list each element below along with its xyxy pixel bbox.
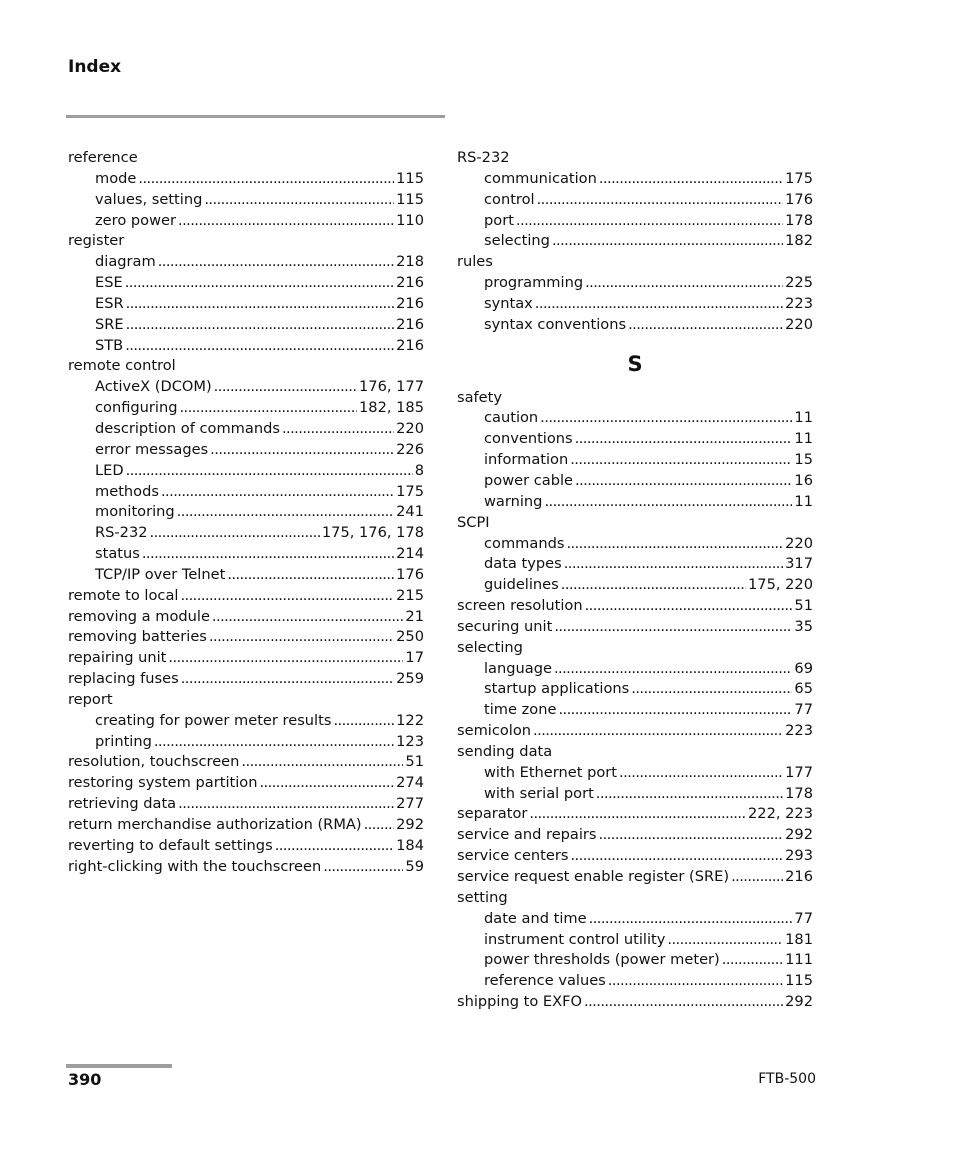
index-term: values, setting bbox=[95, 190, 203, 208]
dot-leader bbox=[575, 429, 793, 450]
dot-leader bbox=[584, 992, 783, 1013]
index-term: language bbox=[484, 659, 552, 677]
index-heading-term: register bbox=[68, 232, 125, 250]
dot-leader bbox=[333, 711, 394, 732]
index-term: repairing unit bbox=[68, 649, 167, 667]
index-term: monitoring bbox=[95, 503, 175, 521]
index-page-numbers: 216 bbox=[396, 294, 424, 312]
index-page-numbers: 175, 176, 178 bbox=[321, 524, 424, 542]
dot-leader bbox=[731, 867, 783, 888]
index-subentry bbox=[457, 211, 813, 232]
index-term: creating for power meter results bbox=[95, 711, 332, 729]
index-subentry bbox=[457, 408, 813, 429]
index-page-numbers: 177 bbox=[785, 763, 813, 781]
index-entry bbox=[457, 825, 813, 846]
index-term: right-clicking with the touchscreen bbox=[68, 857, 322, 875]
index-entry bbox=[457, 867, 813, 888]
index-page-numbers: 77 bbox=[794, 701, 813, 719]
dot-leader bbox=[158, 252, 394, 273]
index-page-numbers: 110 bbox=[396, 211, 424, 229]
dot-leader bbox=[533, 721, 783, 742]
dot-leader bbox=[177, 502, 394, 523]
index-page-numbers: 21 bbox=[405, 607, 424, 625]
index-term: caution bbox=[484, 409, 539, 427]
index-term: resolution, touchscreen bbox=[68, 753, 240, 771]
index-entry bbox=[68, 648, 424, 669]
index-heading-term: safety bbox=[457, 388, 503, 406]
index-term: description of commands bbox=[95, 419, 280, 437]
dot-leader bbox=[275, 836, 394, 857]
index-term: power thresholds (power meter) bbox=[484, 951, 720, 969]
index-page-numbers: 317 bbox=[785, 555, 813, 573]
index-term: return merchandise authorization (RMA) bbox=[68, 816, 362, 833]
index-page-numbers: 123 bbox=[396, 732, 424, 750]
index-page-numbers: 16 bbox=[794, 471, 813, 489]
index-term: LED bbox=[95, 461, 124, 479]
index-entry bbox=[68, 815, 424, 836]
index-term: service centers bbox=[457, 847, 569, 865]
page-number: 390 bbox=[68, 1070, 102, 1089]
index-page-numbers: 115 bbox=[396, 169, 424, 187]
dot-leader bbox=[126, 315, 395, 336]
index-page-numbers: 220 bbox=[785, 315, 813, 333]
dot-leader bbox=[180, 586, 394, 607]
dot-leader bbox=[558, 700, 792, 721]
index-page-numbers: 292 bbox=[785, 826, 813, 844]
index-term: RS-232 bbox=[95, 524, 148, 542]
index-term: startup applications bbox=[484, 680, 630, 698]
index-subentry bbox=[68, 502, 424, 523]
dot-leader bbox=[585, 273, 783, 294]
dot-leader bbox=[631, 679, 792, 700]
dot-leader bbox=[667, 930, 783, 951]
index-column-left bbox=[68, 148, 424, 878]
index-term: programming bbox=[484, 274, 584, 292]
index-subentry bbox=[68, 211, 424, 232]
index-page-numbers: 182 bbox=[785, 232, 813, 250]
index-page-numbers: 11 bbox=[794, 430, 813, 448]
index-subentry bbox=[457, 169, 813, 190]
index-term: power cable bbox=[484, 471, 574, 489]
index-subentry bbox=[68, 398, 424, 419]
index-page-numbers: 181 bbox=[785, 930, 813, 948]
index-page-numbers: 69 bbox=[794, 659, 813, 677]
index-subentry bbox=[68, 273, 424, 294]
index-term: port bbox=[484, 211, 514, 229]
dot-leader bbox=[210, 440, 394, 461]
index-entry bbox=[457, 846, 813, 867]
index-page-numbers: 292 bbox=[785, 993, 813, 1011]
index-term: selecting bbox=[484, 232, 550, 250]
index-page-numbers: 218 bbox=[396, 253, 424, 271]
dot-leader bbox=[628, 315, 783, 336]
dot-leader bbox=[126, 294, 395, 315]
index-subentry bbox=[457, 492, 813, 513]
index-page-numbers: 277 bbox=[396, 795, 424, 813]
index-heading-term: setting bbox=[457, 888, 508, 906]
index-subentry bbox=[68, 482, 424, 503]
index-heading-term: report bbox=[68, 690, 113, 708]
dot-leader bbox=[537, 190, 784, 211]
index-subentry bbox=[457, 950, 813, 971]
dot-leader bbox=[516, 211, 783, 232]
index-term: mode bbox=[95, 169, 137, 187]
index-entry bbox=[68, 752, 424, 773]
index-subentry bbox=[68, 565, 424, 586]
index-term: zero power bbox=[95, 211, 176, 229]
dot-leader bbox=[570, 450, 792, 471]
index-subentry bbox=[457, 273, 813, 294]
dot-leader bbox=[566, 534, 783, 555]
dot-leader bbox=[209, 627, 394, 648]
index-heading-term: remote control bbox=[68, 357, 176, 375]
index-subentry bbox=[68, 315, 424, 336]
dot-leader bbox=[150, 523, 320, 544]
dot-leader bbox=[561, 575, 746, 596]
dot-leader bbox=[619, 763, 783, 784]
index-term: syntax bbox=[484, 294, 533, 312]
index-term: shipping to EXFO bbox=[457, 993, 583, 1011]
dot-leader bbox=[227, 565, 394, 586]
index-term: printing bbox=[95, 732, 152, 750]
index-term: instrument control utility bbox=[484, 930, 666, 948]
index-term: replacing fuses bbox=[68, 670, 179, 688]
dot-leader bbox=[589, 909, 793, 930]
index-subentry bbox=[457, 554, 813, 575]
index-term: guidelines bbox=[484, 576, 559, 594]
index-page-numbers: 216 bbox=[785, 868, 813, 885]
index-subentry bbox=[457, 971, 813, 992]
dot-leader bbox=[181, 669, 394, 690]
dot-leader bbox=[142, 544, 394, 565]
index-term: syntax conventions bbox=[484, 315, 627, 333]
index-subentry bbox=[457, 471, 813, 492]
index-term: error messages bbox=[95, 440, 209, 458]
index-term: conventions bbox=[484, 430, 573, 448]
index-subentry bbox=[68, 419, 424, 440]
index-term: removing batteries bbox=[68, 628, 207, 646]
index-subentry bbox=[457, 450, 813, 471]
dot-leader bbox=[544, 492, 792, 513]
index-term: methods bbox=[95, 482, 159, 500]
index-subentry bbox=[457, 763, 813, 784]
index-entry bbox=[457, 596, 813, 617]
dot-leader bbox=[282, 419, 394, 440]
dot-leader bbox=[722, 950, 783, 971]
dot-leader bbox=[323, 857, 403, 878]
index-page-numbers: 223 bbox=[785, 722, 813, 740]
index-subentry bbox=[68, 440, 424, 461]
dot-leader bbox=[608, 971, 783, 992]
index-page-numbers: 178 bbox=[785, 211, 813, 229]
index-subentry bbox=[457, 575, 813, 596]
index-page-numbers: 250 bbox=[396, 628, 424, 646]
index-page-numbers: 8 bbox=[414, 461, 424, 479]
index-subentry bbox=[457, 231, 813, 252]
dot-leader bbox=[178, 794, 394, 815]
dot-leader bbox=[564, 554, 783, 575]
dot-leader bbox=[125, 273, 394, 294]
index-subentry bbox=[457, 784, 813, 805]
index-term: removing a module bbox=[68, 607, 210, 625]
index-entry bbox=[68, 773, 424, 794]
dot-leader bbox=[540, 408, 792, 429]
dot-leader bbox=[125, 336, 394, 357]
dot-leader bbox=[596, 784, 783, 805]
index-page-numbers: 111 bbox=[785, 951, 813, 969]
index-term: diagram bbox=[95, 253, 156, 271]
index-subentry bbox=[68, 523, 424, 544]
index-page-numbers: 175 bbox=[396, 482, 424, 500]
index-subentry bbox=[68, 190, 424, 211]
index-column-right bbox=[457, 148, 813, 1013]
index-page-numbers: 15 bbox=[794, 451, 813, 469]
index-page-numbers: 182, 185 bbox=[359, 399, 424, 417]
index-term: commands bbox=[484, 534, 565, 552]
index-term: TCP/IP over Telnet bbox=[95, 565, 226, 583]
index-subentry bbox=[68, 544, 424, 565]
index-term: communication bbox=[484, 169, 597, 187]
index-page-numbers: 259 bbox=[396, 670, 424, 688]
index-term: status bbox=[95, 545, 140, 563]
index-page-numbers: 215 bbox=[396, 586, 424, 604]
index-term: retrieving data bbox=[68, 795, 177, 813]
index-page-numbers: 176, 177 bbox=[359, 378, 424, 396]
index-term: data types bbox=[484, 555, 562, 573]
index-heading-term: rules bbox=[457, 253, 493, 271]
dot-leader bbox=[241, 752, 403, 773]
dot-leader bbox=[161, 482, 394, 503]
index-page-numbers: 214 bbox=[396, 545, 424, 563]
index-page-numbers: 51 bbox=[794, 597, 813, 615]
index-subentry bbox=[68, 461, 424, 482]
index-entry bbox=[68, 836, 424, 857]
index-page-numbers: 59 bbox=[405, 857, 424, 875]
index-page-numbers: 220 bbox=[396, 419, 424, 437]
index-term: separator bbox=[457, 805, 528, 823]
index-term: ESE bbox=[95, 274, 123, 292]
dot-leader bbox=[179, 398, 357, 419]
index-page-numbers: 77 bbox=[794, 909, 813, 927]
dot-leader bbox=[204, 190, 394, 211]
index-term: information bbox=[484, 451, 569, 469]
index-subentry bbox=[68, 169, 424, 190]
index-subentry bbox=[457, 659, 813, 680]
index-term: date and time bbox=[484, 909, 587, 927]
index-term: reference values bbox=[484, 972, 606, 990]
dot-leader bbox=[599, 825, 784, 846]
dot-leader bbox=[575, 471, 792, 492]
index-page-numbers: 223 bbox=[785, 294, 813, 312]
index-page-numbers: 225 bbox=[785, 274, 813, 292]
index-page-numbers: 176 bbox=[785, 190, 813, 208]
index-heading-term: reference bbox=[68, 149, 138, 166]
index-term: screen resolution bbox=[457, 597, 583, 615]
index-page-numbers: 178 bbox=[785, 784, 813, 802]
index-subentry bbox=[457, 190, 813, 211]
index-term: remote to local bbox=[68, 586, 179, 604]
dot-leader bbox=[154, 732, 394, 753]
index-term: configuring bbox=[95, 399, 178, 417]
index-entry bbox=[457, 992, 813, 1013]
index-page-numbers: 65 bbox=[794, 680, 813, 698]
index-subentry bbox=[68, 711, 424, 732]
index-term: securing unit bbox=[457, 617, 553, 635]
document-id: FTB-500 bbox=[758, 1071, 816, 1087]
dot-leader bbox=[570, 846, 783, 867]
index-page-numbers: 17 bbox=[405, 649, 424, 667]
index-term: with serial port bbox=[484, 784, 594, 802]
index-heading-term: sending data bbox=[457, 742, 553, 760]
index-page-numbers: 220 bbox=[785, 534, 813, 552]
index-page-numbers: 216 bbox=[396, 274, 424, 292]
index-term: warning bbox=[484, 492, 543, 510]
dot-leader bbox=[585, 596, 793, 617]
index-subentry bbox=[68, 336, 424, 357]
index-term: ActiveX (DCOM) bbox=[95, 378, 212, 396]
dot-leader bbox=[599, 169, 783, 190]
index-entry bbox=[68, 586, 424, 607]
index-entry bbox=[457, 804, 813, 825]
index-page-numbers: 175, 220 bbox=[748, 576, 813, 594]
index-subentry bbox=[68, 377, 424, 398]
index-term: with Ethernet port bbox=[484, 763, 618, 781]
index-page-numbers: 115 bbox=[396, 190, 424, 208]
index-page-numbers: 35 bbox=[794, 617, 813, 635]
index-page-numbers: 11 bbox=[794, 492, 813, 510]
index-subentry bbox=[457, 679, 813, 700]
dot-leader bbox=[168, 648, 403, 669]
dot-leader bbox=[214, 377, 357, 398]
index-subentry bbox=[457, 315, 813, 336]
index-term: STB bbox=[95, 336, 124, 354]
index-page-numbers: 216 bbox=[396, 336, 424, 354]
index-subentry bbox=[457, 700, 813, 721]
header-divider bbox=[66, 115, 445, 118]
index-term: control bbox=[484, 190, 535, 208]
dot-leader bbox=[212, 607, 404, 628]
dot-leader bbox=[554, 617, 792, 638]
index-subentry bbox=[457, 930, 813, 951]
index-term: reverting to default settings bbox=[68, 836, 273, 854]
index-page-numbers: 122 bbox=[396, 711, 424, 729]
index-subentry bbox=[457, 294, 813, 315]
index-subentry bbox=[68, 732, 424, 753]
index-page-numbers: 216 bbox=[396, 315, 424, 333]
index-page-numbers: 115 bbox=[785, 972, 813, 990]
index-page-numbers: 274 bbox=[396, 774, 424, 792]
dot-leader bbox=[138, 169, 394, 190]
index-entry bbox=[68, 857, 424, 878]
index-page-numbers: 292 bbox=[396, 816, 424, 833]
index-page-numbers: 176 bbox=[396, 565, 424, 583]
index-page-numbers: 222, 223 bbox=[748, 805, 813, 823]
index-term: time zone bbox=[484, 701, 557, 719]
index-page-numbers: 175 bbox=[785, 169, 813, 187]
index-heading-term: selecting bbox=[457, 638, 523, 656]
index-term: ESR bbox=[95, 294, 124, 312]
index-page-numbers: 51 bbox=[405, 753, 424, 771]
index-page-numbers: 11 bbox=[794, 409, 813, 427]
index-entry bbox=[68, 627, 424, 648]
index-page-numbers: 226 bbox=[396, 440, 424, 458]
index-subentry bbox=[457, 534, 813, 555]
dot-leader bbox=[554, 659, 792, 680]
dot-leader bbox=[552, 231, 783, 252]
dot-leader bbox=[364, 815, 395, 836]
index-term: service and repairs bbox=[457, 826, 597, 844]
index-heading-term: SCPI bbox=[457, 513, 490, 531]
dot-leader bbox=[535, 294, 783, 315]
index-entry bbox=[68, 794, 424, 815]
index-page-numbers: 184 bbox=[396, 836, 424, 854]
dot-leader bbox=[259, 773, 394, 794]
index-page-numbers: 241 bbox=[396, 503, 424, 521]
index-subentry bbox=[68, 252, 424, 273]
index-term: semicolon bbox=[457, 722, 532, 740]
index-term: service request enable register (SRE) bbox=[457, 868, 730, 885]
index-page-numbers: 293 bbox=[785, 847, 813, 865]
index-entry bbox=[457, 721, 813, 742]
dot-leader bbox=[126, 461, 413, 482]
index-section-letter: S bbox=[627, 351, 643, 376]
footer-divider bbox=[66, 1064, 172, 1068]
index-entry bbox=[68, 607, 424, 628]
index-term: restoring system partition bbox=[68, 774, 258, 792]
index-subentry bbox=[68, 294, 424, 315]
index-subentry bbox=[457, 909, 813, 930]
index-entry bbox=[68, 669, 424, 690]
dot-leader bbox=[178, 211, 394, 232]
index-entry bbox=[457, 617, 813, 638]
index-term: SRE bbox=[95, 315, 124, 333]
index-subentry bbox=[457, 429, 813, 450]
page-header-title: Index bbox=[68, 57, 122, 77]
dot-leader bbox=[529, 804, 746, 825]
index-heading-term: RS-232 bbox=[457, 149, 510, 166]
